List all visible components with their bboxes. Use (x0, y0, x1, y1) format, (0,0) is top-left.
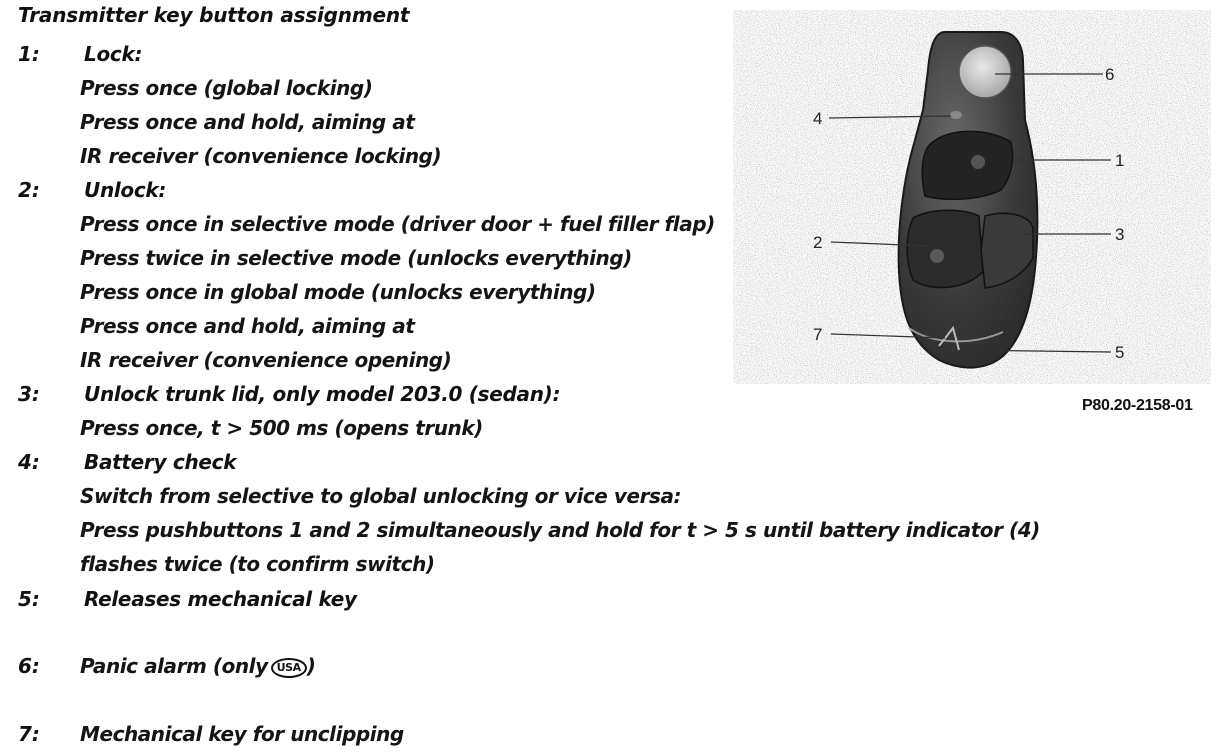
item-1-line-3: IR receiver (convenience locking) (80, 144, 442, 168)
figure-code: P80.20-2158-01 (1082, 397, 1193, 414)
item-6-line (80, 654, 315, 678)
item-1-line-1: Press once (global locking) (80, 76, 373, 100)
item-2-line-2: Press twice in selective mode (unlocks everything) (80, 246, 632, 270)
item-2-line-4: Press once and hold, aiming at (80, 314, 415, 338)
panic-button-shape (959, 46, 1011, 98)
item-3-heading: Unlock trunk lid, only model 203.0 (sedan): (84, 382, 561, 406)
item-6-suffix: ) (306, 654, 316, 678)
item-7-line: Mechanical key for unclipping (80, 722, 404, 746)
item-4-number: 4: (18, 450, 40, 474)
item-3-line-1: Press once, t > 500 ms (opens trunk) (80, 416, 483, 440)
item-3-number: 3: (18, 382, 40, 406)
callout-1: 1 (1115, 151, 1125, 170)
lock-symbol-shape (971, 155, 985, 169)
item-5-number: 5: (18, 587, 40, 611)
item-2-number: 2: (18, 178, 40, 202)
item-5-heading: Releases mechanical key (84, 587, 357, 611)
item-4-line-3: flashes twice (to confirm switch) (80, 552, 435, 576)
callout-4: 4 (813, 109, 823, 128)
callout-5: 5 (1115, 343, 1125, 362)
item-6-text: Panic alarm (only (80, 654, 268, 678)
item-4-line-1: Switch from selective to global unlocking or vice versa: (80, 484, 682, 508)
item-6-number: 6: (18, 654, 40, 678)
item-1-line-2: Press once and hold, aiming at (80, 110, 415, 134)
callout-6: 6 (1105, 65, 1115, 84)
callout-2: 2 (813, 233, 823, 252)
item-2-heading: Unlock: (84, 178, 167, 202)
lock-button-shape (922, 131, 1012, 199)
document-title: Transmitter key button assignment (18, 3, 410, 27)
unlock-button-shape (907, 210, 983, 287)
item-1-number: 1: (18, 42, 40, 66)
unlock-symbol-shape (930, 249, 944, 263)
transmitter-key-illustration (733, 10, 1211, 384)
callout-7: 7 (813, 325, 823, 344)
usa-badge: USA (271, 658, 307, 678)
battery-indicator-shape (950, 111, 962, 119)
item-2-line-5: IR receiver (convenience opening) (80, 348, 452, 372)
transmitter-key-figure (733, 10, 1211, 384)
item-1-heading: Lock: (84, 42, 143, 66)
item-2-line-3: Press once in global mode (unlocks everything) (80, 280, 596, 304)
callout-3: 3 (1115, 225, 1125, 244)
item-7-number: 7: (18, 722, 40, 746)
item-4-heading: Battery check (84, 450, 237, 474)
item-4-line-2: Press pushbuttons 1 and 2 simultaneously and hold for t > 5 s until battery indicator (4) (80, 518, 1040, 542)
item-2-line-1: Press once in selective mode (driver door + fuel filler flap) (80, 212, 715, 236)
